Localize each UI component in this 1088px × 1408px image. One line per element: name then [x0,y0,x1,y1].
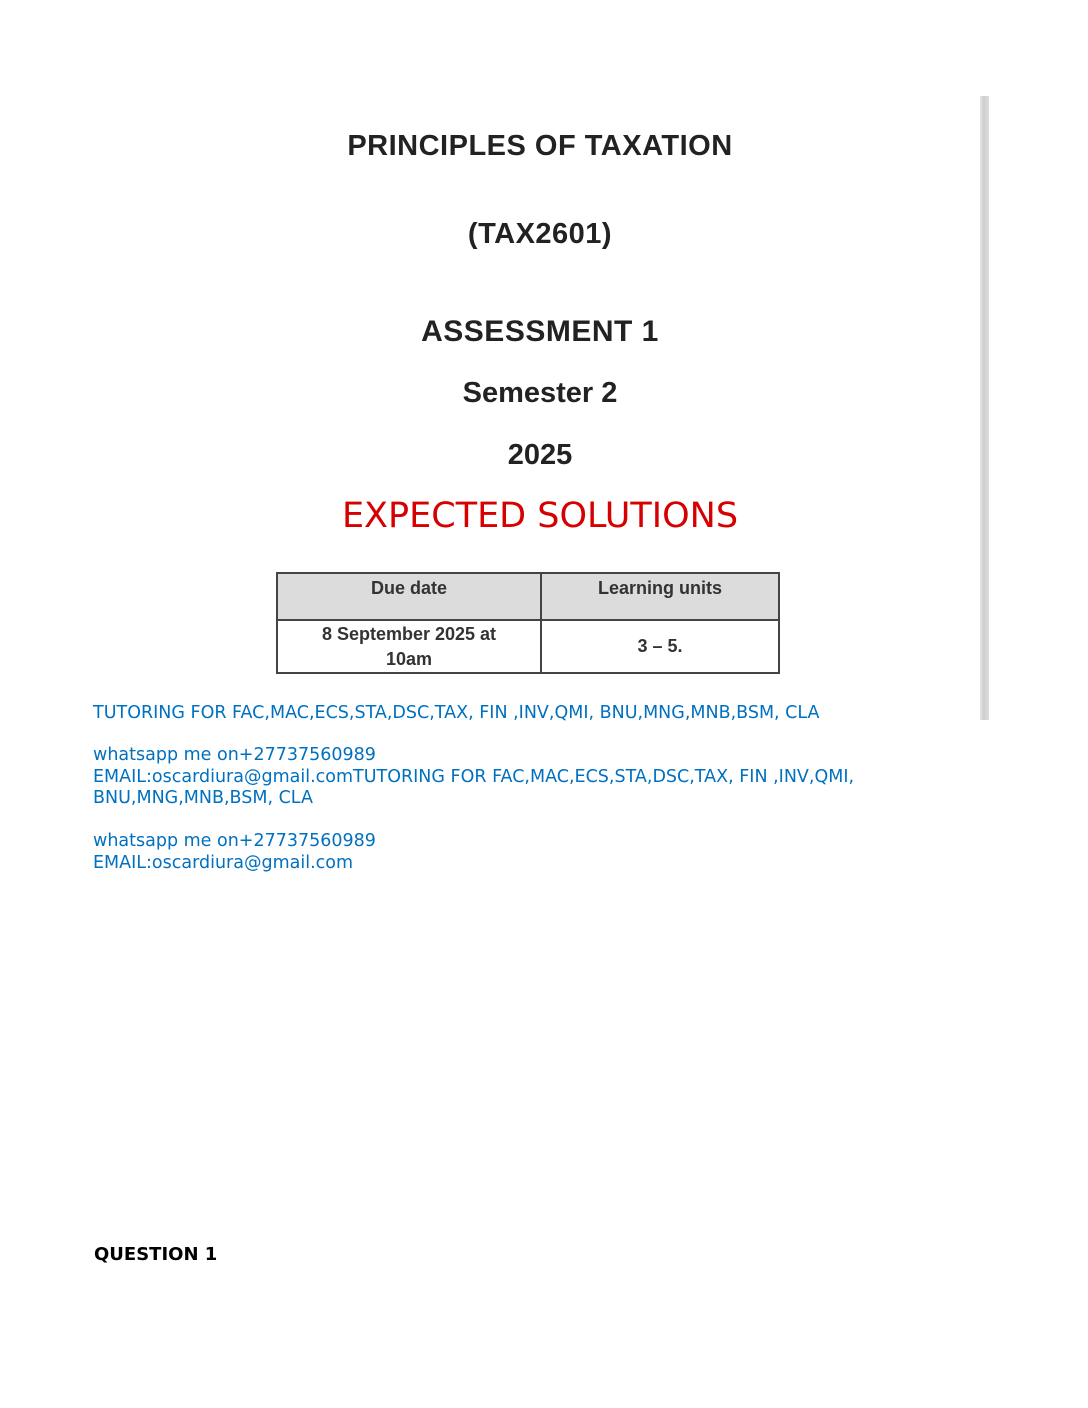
course-code: (TAX2601) [467,218,613,250]
tutoring-line: TUTORING FOR FAC,MAC,ECS,STA,DSC,TAX, FIN ,INV,QMI, BNU,MNG,MNB,BSM, CLA [93,703,820,723]
assessment-title: ASSESSMENT 1 [421,315,659,348]
learning-units-header: Learning units [541,573,779,620]
email-tutoring-line: EMAIL:oscardiura@gmail.comTUTORING FOR FAC,MAC,ECS,STA,DSC,TAX, FIN ,INV,QMI, BNU,MNG,MNB,BSM, CLA [93,766,855,808]
whatsapp-line: whatsapp me on+27737560989 [93,745,376,765]
whatsapp-line: whatsapp me on+27737560989 [93,831,376,851]
question-heading: QUESTION 1 [94,1244,218,1265]
contact-block [93,745,913,810]
expected-solutions-subtitle: EXPECTED SOLUTIONS [341,496,739,536]
semester-label: Semester 2 [462,377,618,409]
due-date-table [276,572,780,674]
email-line: EMAIL:oscardiura@gmail.com [93,852,354,873]
due-date-value: 8 September 2025 at 10am [277,620,541,673]
learning-units-value: 3 – 5. [541,620,779,673]
table-row [277,620,779,673]
contact-block [93,831,913,874]
document-title: PRINCIPLES OF TAXATION [347,130,733,162]
due-date-header: Due date [277,573,541,620]
table-header-row [277,573,779,620]
year-label: 2025 [507,439,573,471]
